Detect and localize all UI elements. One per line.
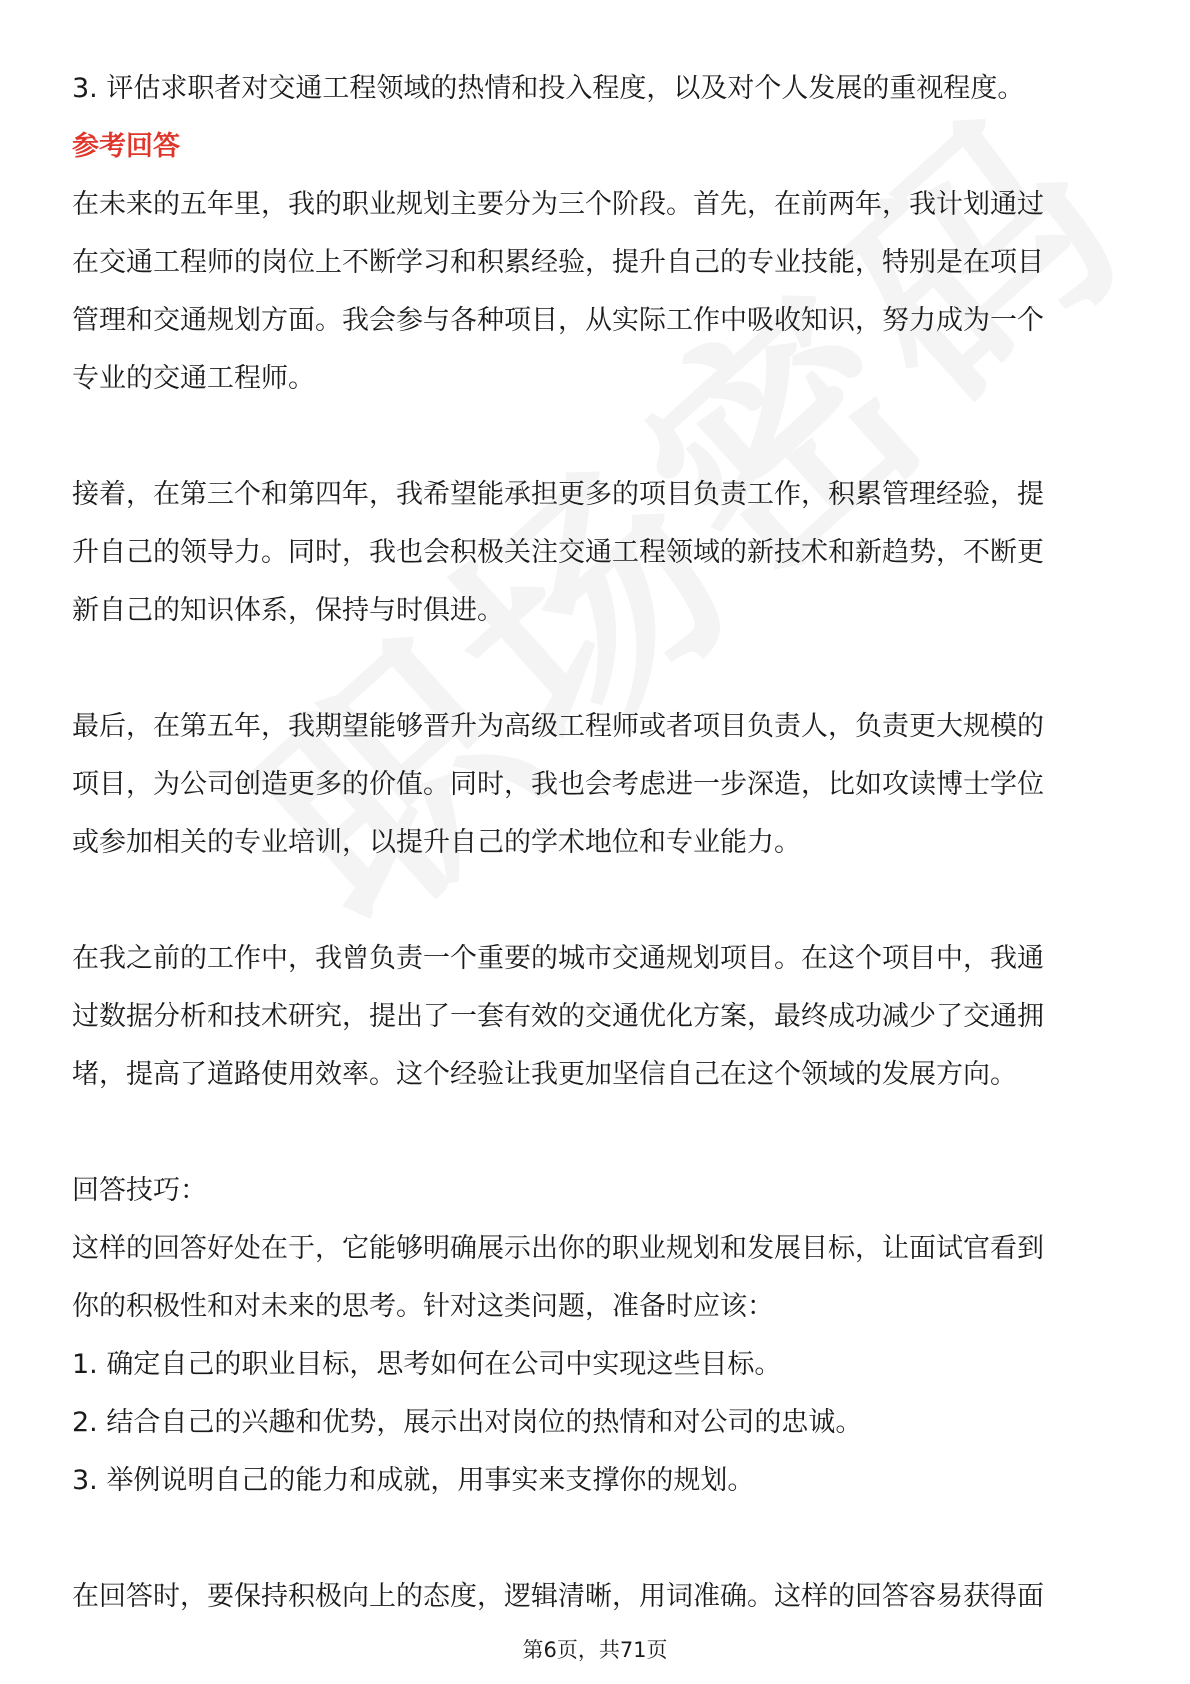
closing-line: 在回答时，要保持积极向上的态度，逻辑清晰，用词准确。这样的回答容易获得面 <box>72 1581 1044 1612</box>
answer-paragraph-2 <box>72 466 1122 640</box>
tips-heading: 回答技巧： <box>72 1175 207 1206</box>
paragraph-line: 专业的交通工程师。 <box>72 363 315 394</box>
paragraph-line: 新自己的知识体系，保持与时俱进。 <box>72 595 504 626</box>
paragraph-line: 堵，提高了道路使用效率。这个经验让我更加坚信自己在这个领域的发展方向。 <box>72 1059 1017 1090</box>
page-content <box>72 60 1122 1626</box>
paragraph-line: 这样的回答好处在于，它能够明确展示出你的职业规划和发展目标，让面试官看到 <box>72 1233 1044 1264</box>
paragraph-line: 在我之前的工作中，我曾负责一个重要的城市交通规划项目。在这个项目中，我通 <box>72 943 1044 974</box>
intro-list-item: 3. 评估求职者对交通工程领域的热情和投入程度，以及对个人发展的重视程度。 <box>72 73 1025 104</box>
paragraph-line: 接着，在第三个和第四年，我希望能承担更多的项目负责工作，积累管理经验，提 <box>72 479 1044 510</box>
answer-paragraph-3 <box>72 698 1122 872</box>
paragraph-line: 过数据分析和技术研究，提出了一套有效的交通优化方案，最终成功减少了交通拥 <box>72 1001 1044 1032</box>
answer-paragraph-1 <box>72 176 1122 408</box>
paragraph-gap <box>72 1510 1122 1568</box>
answer-paragraph-4 <box>72 930 1122 1104</box>
paragraph-gap <box>72 1104 1122 1162</box>
paragraph-line: 或参加相关的专业培训，以提升自己的学术地位和专业能力。 <box>72 827 801 858</box>
tips-intro <box>72 1220 1122 1336</box>
paragraph-gap <box>72 872 1122 930</box>
paragraph-line: 项目，为公司创造更多的价值。同时，我也会考虑进一步深造，比如攻读博士学位 <box>72 769 1044 800</box>
paragraph-line: 最后，在第五年，我期望能够晋升为高级工程师或者项目负责人，负责更大规模的 <box>72 711 1044 742</box>
paragraph-line: 管理和交通规划方面。我会参与各种项目，从实际工作中吸收知识，努力成为一个 <box>72 305 1044 336</box>
page-number-footer: 第6页，共71页 <box>522 1638 668 1662</box>
paragraph-gap <box>72 408 1122 466</box>
tips-list <box>72 1336 1122 1510</box>
paragraph-line: 升自己的领导力。同时，我也会积极关注交通工程领域的新技术和新趋势，不断更 <box>72 537 1044 568</box>
paragraph-line: 在未来的五年里，我的职业规划主要分为三个阶段。首先，在前两年，我计划通过 <box>72 189 1044 220</box>
paragraph-line: 在交通工程师的岗位上不断学习和积累经验，提升自己的专业技能，特别是在项目 <box>72 247 1044 278</box>
tips-list-item: 2. 结合自己的兴趣和优势，展示出对岗位的热情和对公司的忠诚。 <box>72 1407 863 1438</box>
tips-list-item: 3. 举例说明自己的能力和成就，用事实来支撑你的规划。 <box>72 1465 755 1496</box>
reference-answer-heading: 参考回答 <box>72 131 180 162</box>
tips-list-item: 1. 确定自己的职业目标，思考如何在公司中实现这些目标。 <box>72 1349 782 1380</box>
paragraph-line: 你的积极性和对未来的思考。针对这类问题，准备时应该： <box>72 1291 774 1322</box>
paragraph-gap <box>72 640 1122 698</box>
